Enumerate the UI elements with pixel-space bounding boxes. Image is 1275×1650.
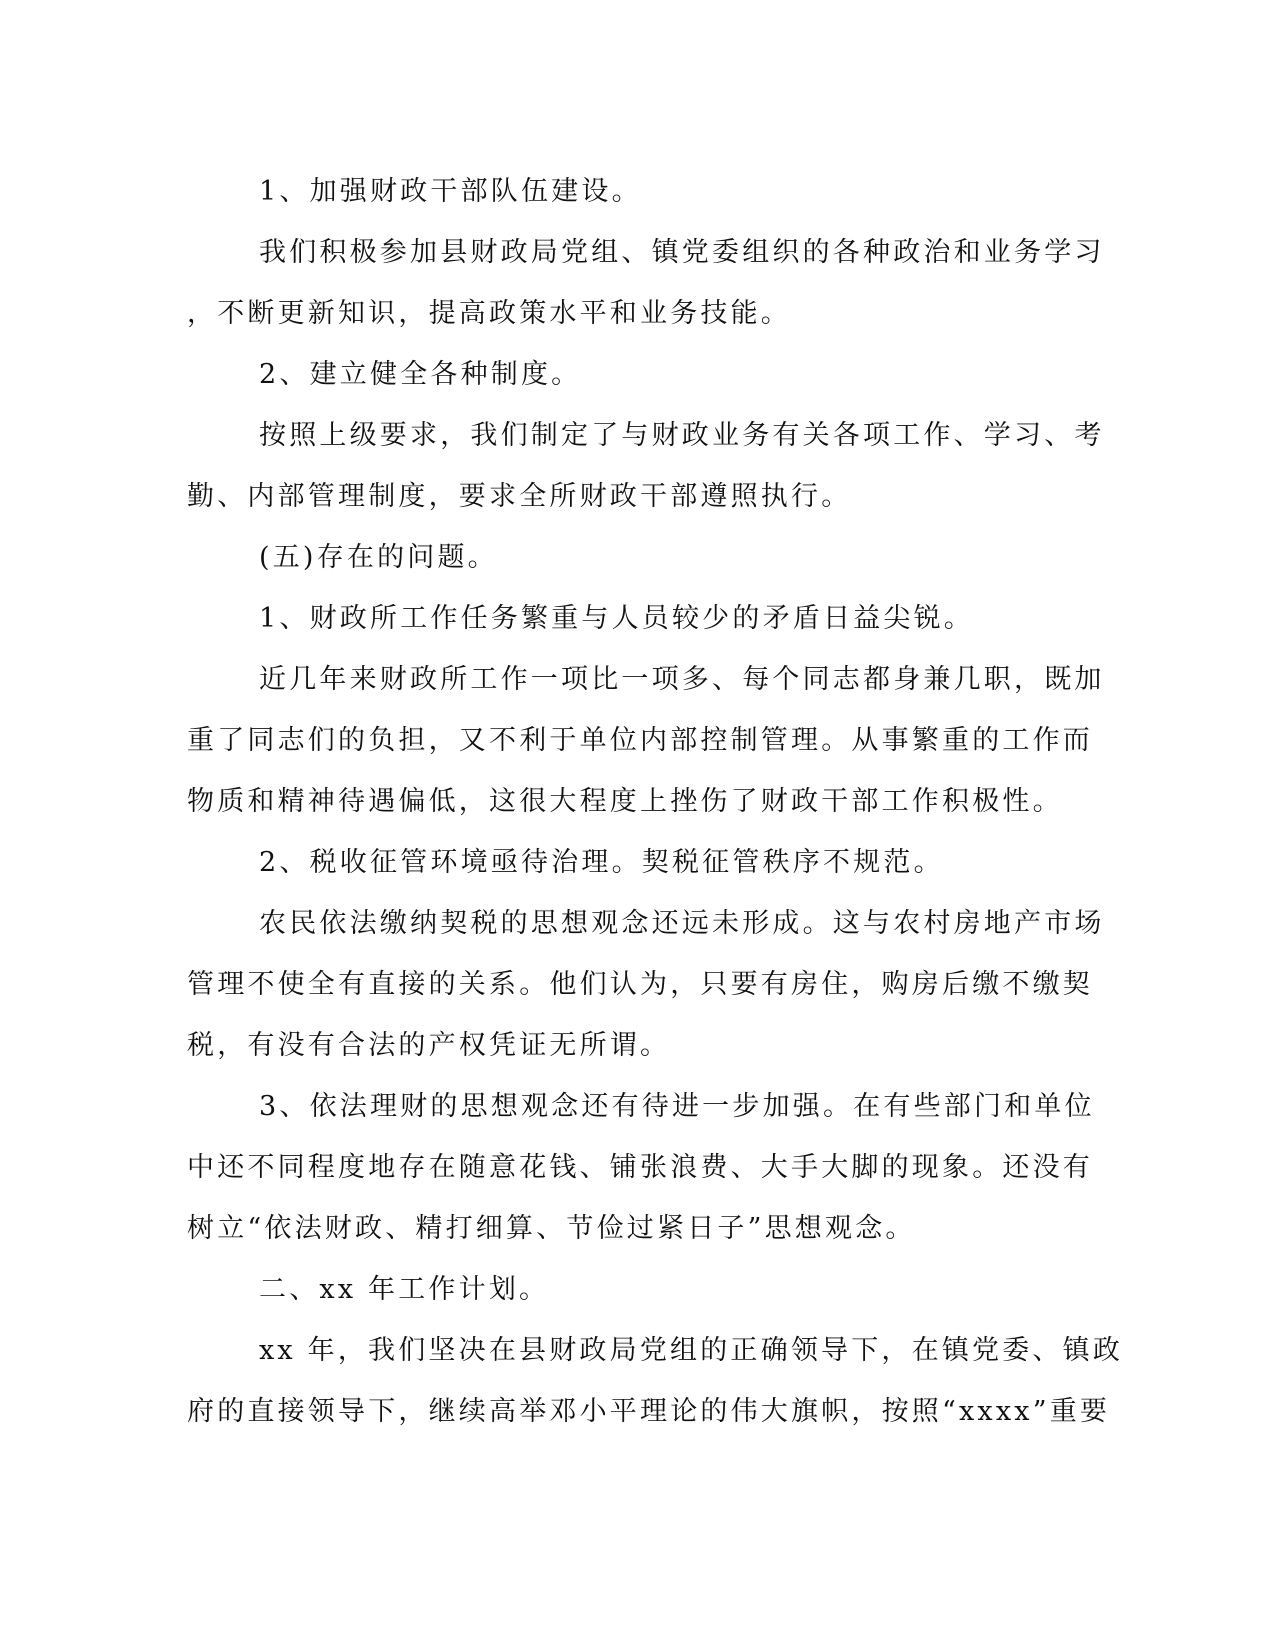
paragraph-line: 农民依法缴纳契税的思想观念还远未形成。这与农村房地产市场 <box>259 908 1105 939</box>
paragraph-line: 重了同志们的负担，又不利于单位内部控制管理。从事繁重的工作而 <box>187 725 1093 756</box>
paragraph-line: 按照上级要求，我们制定了与财政业务有关各项工作、学习、考 <box>259 420 1105 451</box>
paragraph-line: 物质和精神待遇偏低，这很大程度上挫伤了财政干部工作积极性。 <box>187 786 1063 817</box>
document-body <box>187 161 1124 1442</box>
section-heading-work-plan: 二、xx 年工作计划。 <box>259 1274 550 1305</box>
paragraph-line: 勤、内部管理制度，要求全所财政干部遵照执行。 <box>187 481 852 512</box>
subheading-problem-2: 2、税收征管环境亟待治理。契税征管秩序不规范。 <box>259 847 944 878</box>
paragraph-line: 税，有没有合法的产权凭证无所谓。 <box>187 1030 671 1061</box>
subheading-1: 1、加强财政干部队伍建设。 <box>259 176 642 207</box>
paragraph-line: 管理不使全有直接的关系。他们认为，只要有房住，购房后缴不缴契 <box>187 969 1093 1000</box>
subheading-2: 2、建立健全各种制度。 <box>259 359 582 390</box>
paragraph-line: ，不断更新知识，提高政策水平和业务技能。 <box>187 298 791 329</box>
paragraph-line: 中还不同程度地存在随意花钱、铺张浪费、大手大脚的现象。还没有 <box>187 1152 1093 1183</box>
paragraph-line: 近几年来财政所工作一项比一项多、每个同志都身兼几职，既加 <box>259 664 1105 695</box>
paragraph-line: 树立“依法财政、精打细算、节俭过紧日子”思想观念。 <box>187 1213 916 1244</box>
paragraph-line: 我们积极参加县财政局党组、镇党委组织的各种政治和业务学习 <box>259 237 1105 268</box>
paragraph-line: 3、依法理财的思想观念还有待进一步加强。在有些部门和单位 <box>259 1091 1095 1122</box>
subheading-problem-1: 1、财政所工作任务繁重与人员较少的矛盾日益尖锐。 <box>259 603 974 634</box>
section-heading-problems: (五)存在的问题。 <box>259 542 498 573</box>
paragraph-line: 府的直接领导下，继续高举邓小平理论的伟大旗帜，按照“xxxx”重要 <box>187 1396 1111 1427</box>
paragraph-line: xx 年，我们坚决在县财政局党组的正确领导下，在镇党委、镇政 <box>259 1335 1124 1366</box>
